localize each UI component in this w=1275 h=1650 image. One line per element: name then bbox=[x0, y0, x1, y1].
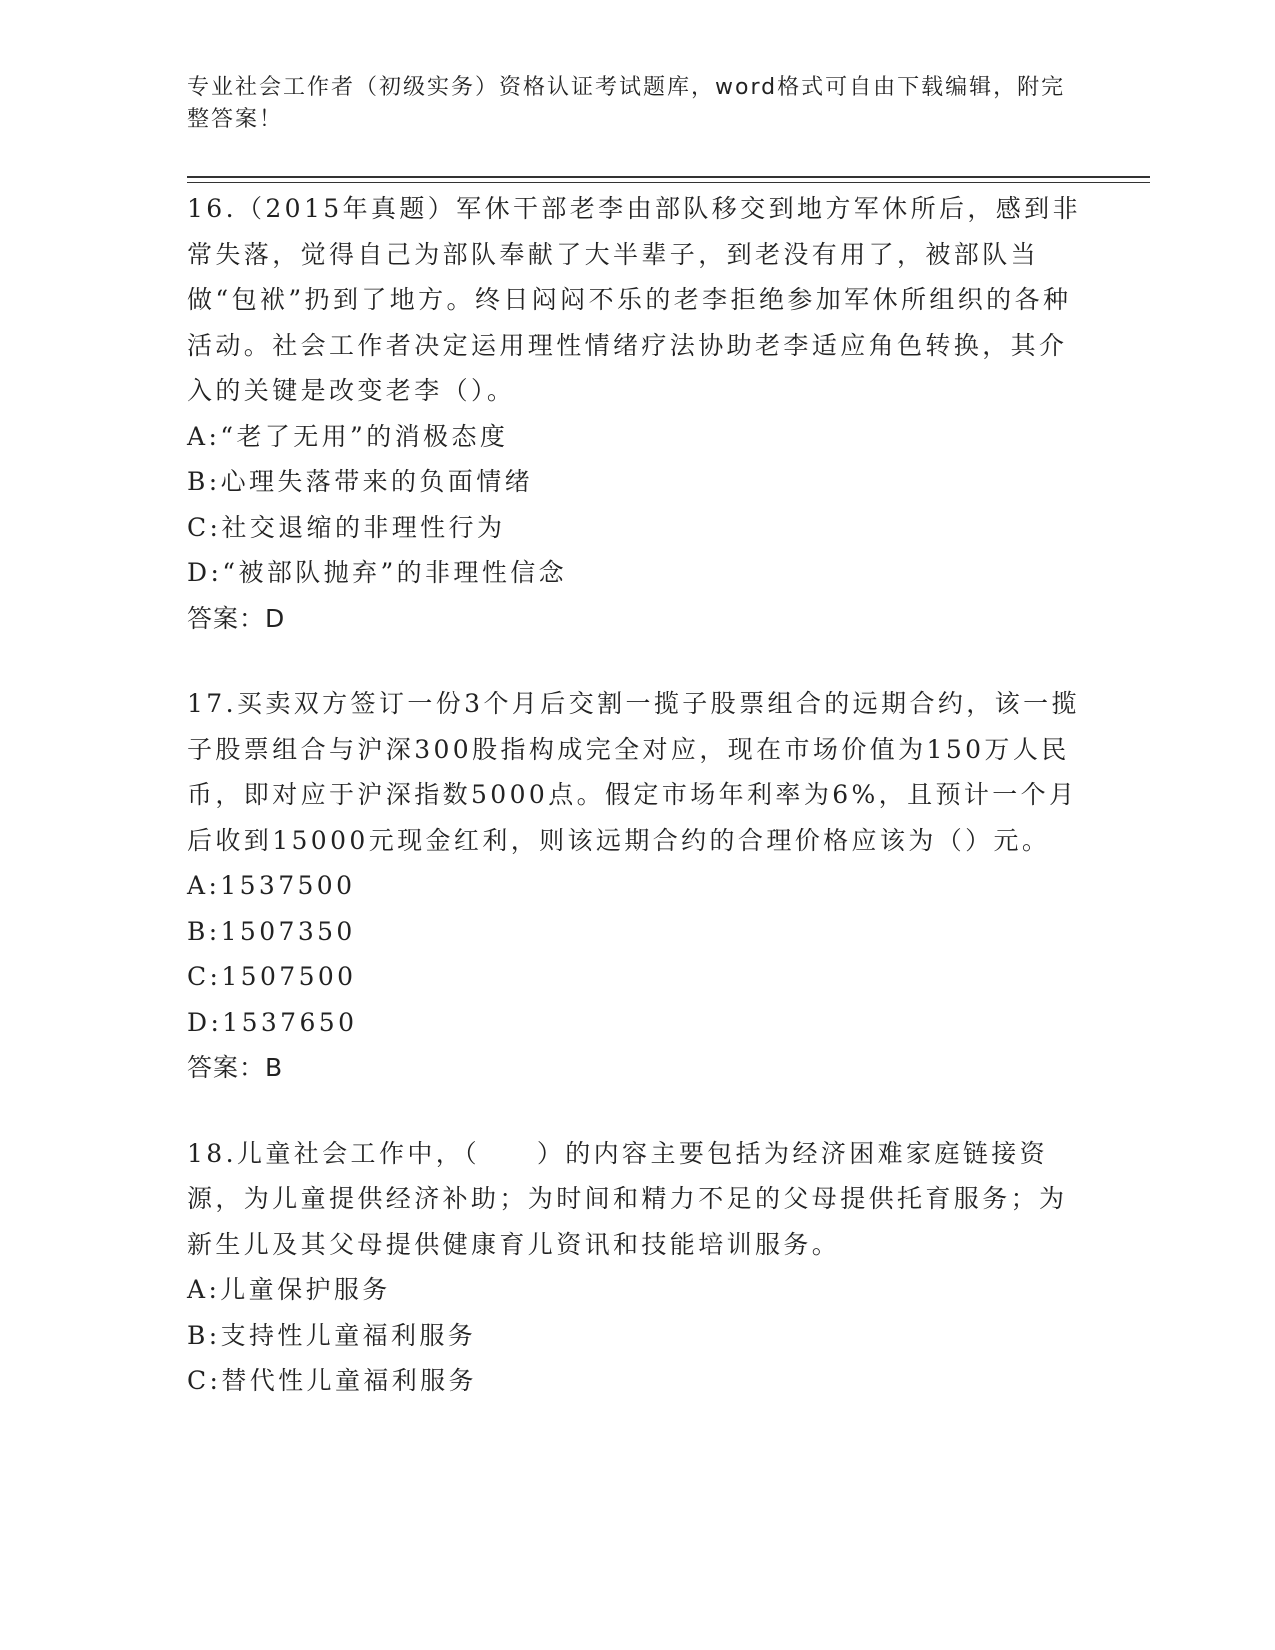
header-divider-thin bbox=[187, 182, 1150, 183]
option-a: A:儿童保护服务 bbox=[187, 1275, 391, 1304]
option-b: B:1507350 bbox=[187, 916, 356, 946]
option-a: A:“老了无用”的消极态度 bbox=[187, 421, 509, 451]
question-16 bbox=[187, 186, 1087, 641]
question-stem: 16.（2015年真题）军休干部老李由部队移交到地方军休所后，感到非常失落，觉得自己为部队奉献了大半辈子，到老没有用了，被部队当做“包袱”扔到了地方。终日闷闷不乐的老李拒绝参加军休所组织的各种活动。社会工作者决定运用理性情绪疗法协助老李适应角色转换，其介入的关键是改变老李（）。 bbox=[187, 194, 1081, 405]
option-a: A:1537500 bbox=[187, 871, 356, 900]
question-stem: 17.买卖双方签订一份3个月后交割一揽子股票组合的远期合约，该一揽子股票组合与沪深300股指构成完全对应，现在市场价值为150万人民币，即对应于沪深指数5000点。假定市场年利率为6%，且预计一个月后收到15000元现金红利，则该远期合约的合理价格应该为（）元。 bbox=[187, 689, 1080, 855]
question-17 bbox=[187, 681, 1087, 1091]
option-c: C:替代性儿童福利服务 bbox=[187, 1366, 477, 1395]
question-list bbox=[187, 186, 1087, 1444]
header-divider-thick bbox=[187, 176, 1150, 178]
answer-line: 答案：D bbox=[187, 603, 286, 633]
page-header: 专业社会工作者（初级实务）资格认证考试题库，word格式可自由下载编辑，附完整答案！ bbox=[187, 75, 1066, 132]
option-d: D:“被部队抛弃”的非理性信念 bbox=[187, 558, 568, 587]
option-b: B:心理失落带来的负面情绪 bbox=[187, 467, 533, 496]
answer-line: 答案：B bbox=[187, 1053, 284, 1082]
option-c: C:1507500 bbox=[187, 962, 357, 991]
option-b: B:支持性儿童福利服务 bbox=[187, 1320, 477, 1350]
option-d: D:1537650 bbox=[187, 1007, 358, 1037]
question-18 bbox=[187, 1131, 1087, 1404]
question-stem: 18.儿童社会工作中，（ ）的内容主要包括为经济困难家庭链接资源，为儿童提供经济补助；为时间和精力不足的父母提供托育服务；为新生儿及其父母提供健康育儿资讯和技能培训服务。 bbox=[187, 1138, 1068, 1259]
option-c: C:社交退缩的非理性行为 bbox=[187, 512, 506, 542]
